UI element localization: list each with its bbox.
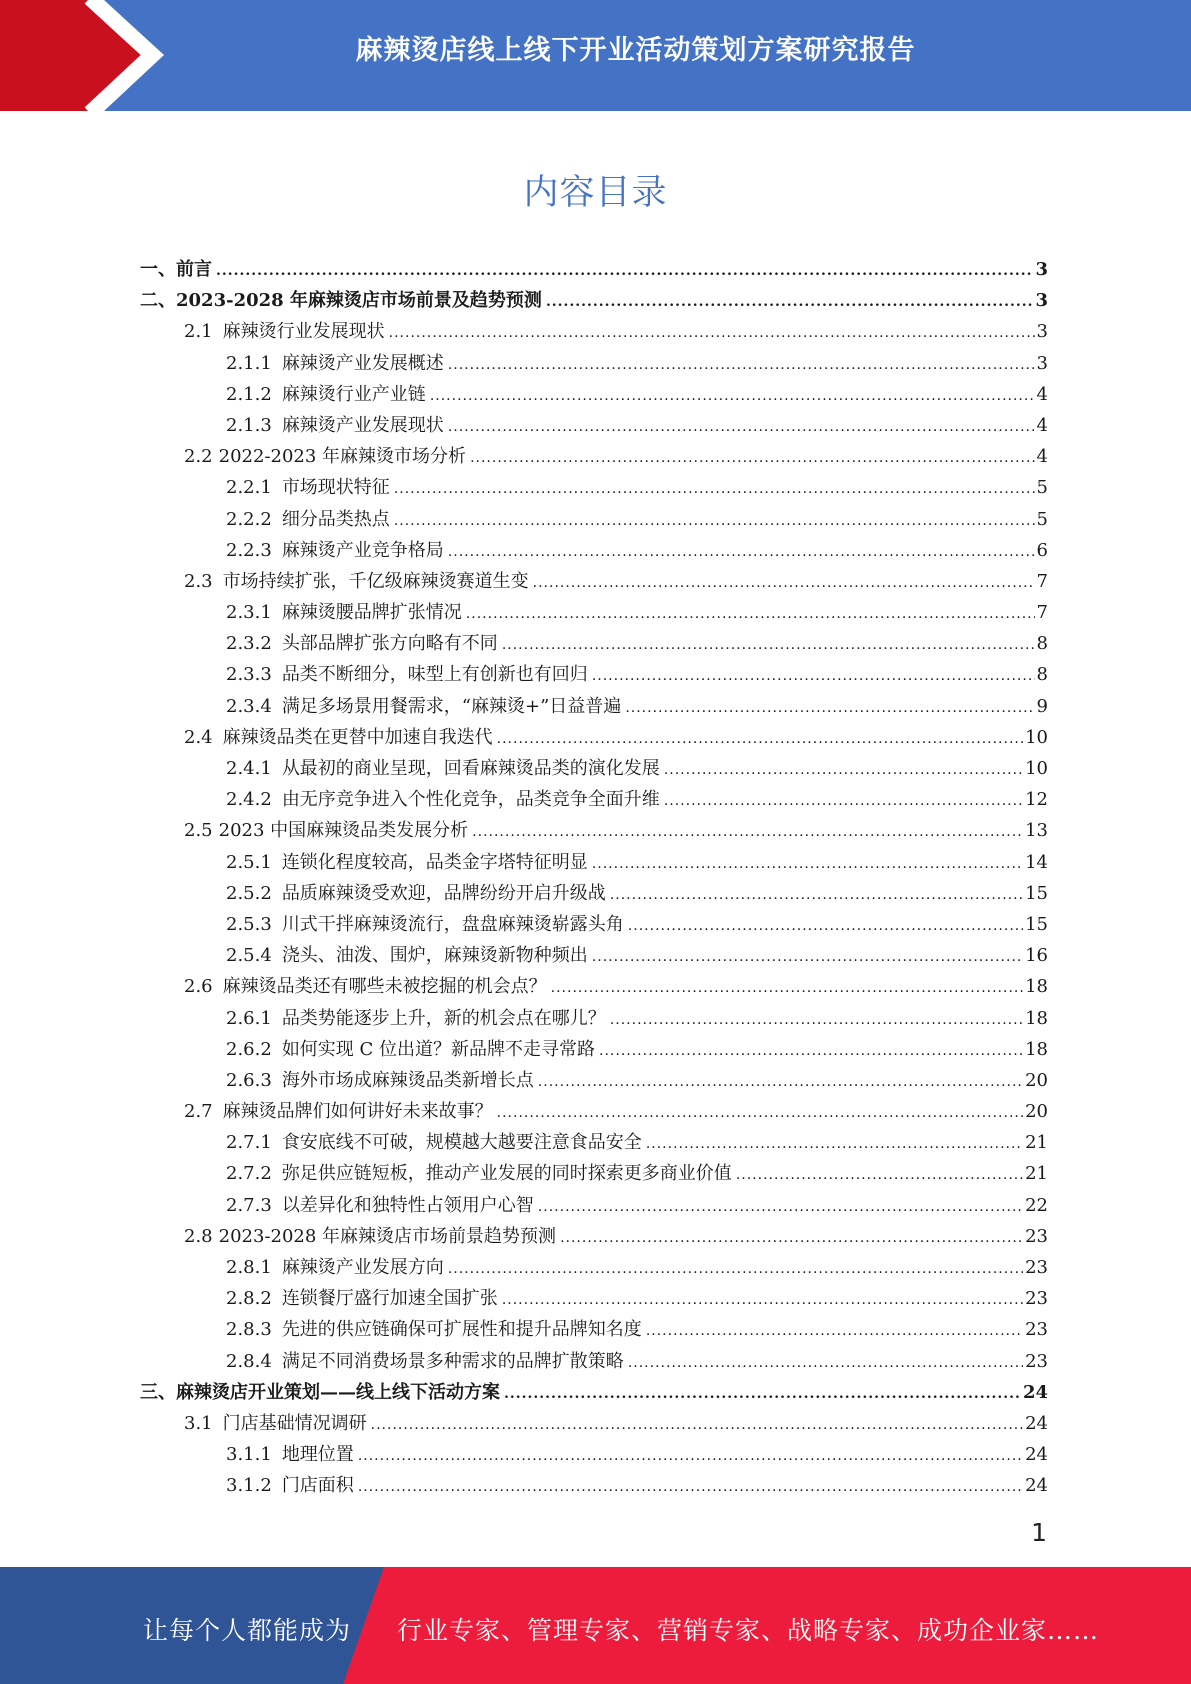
toc-leader-dots: [628, 911, 1023, 942]
toc-leader-dots: [551, 973, 1023, 1004]
toc-entry[interactable]: [140, 1190, 1048, 1221]
toc-entry-number: 三、: [140, 1381, 176, 1403]
toc-leader-dots: [371, 1410, 1023, 1441]
toc-leader-dots: [628, 1348, 1023, 1379]
toc-entry-number: 2.2: [184, 446, 213, 468]
toc-entry-title: 2023 中国麻辣烫品类发展分析: [218, 820, 469, 842]
toc-leader-dots: [448, 412, 1035, 443]
toc-entry-number: 2.1: [184, 321, 213, 343]
toc-leader-dots: [472, 817, 1023, 848]
toc-entry-title: 2023-2028 年麻辣烫店市场前景趋势预测: [218, 1225, 557, 1247]
toc-leader-dots: [430, 381, 1035, 412]
toc-entry-title: 先进的供应链确保可扩展性和提升品牌知名度: [281, 1319, 642, 1341]
toc-entry-number: 2.3.3: [226, 664, 272, 686]
toc-entry-title: 连锁化程度较高，品类金字塔特征明显: [281, 851, 588, 873]
toc-entry-number: 2.3.4: [226, 695, 272, 717]
toc-entry-number: 2.8.1: [226, 1257, 272, 1278]
toc-entry-title: 满足多场景用餐需求，“麻辣烫+”日益普遍: [281, 695, 622, 717]
toc-leader-dots: [448, 537, 1035, 568]
toc-entry-title: 2023-2028 年麻辣烫店市场前景及趋势预测: [176, 290, 542, 312]
toc-entry-page: 14: [1025, 851, 1048, 873]
toc-entry[interactable]: [140, 1221, 1048, 1252]
toc-entry-title: 川式干拌麻辣烫流行，盘盘麻辣烫崭露头角: [281, 913, 624, 935]
toc-leader-dots: [389, 318, 1035, 349]
toc-entry[interactable]: [140, 535, 1048, 566]
toc-entry-page: 20: [1025, 1101, 1048, 1123]
toc-entry[interactable]: [140, 1283, 1048, 1314]
toc-entry-number: 2.7.3: [226, 1194, 272, 1216]
toc-entry[interactable]: [140, 504, 1048, 535]
toc-entry-page: 24: [1025, 1412, 1048, 1434]
toc-leader-dots: [448, 1254, 1023, 1285]
page-number: 1: [1031, 1518, 1047, 1547]
toc-entry-page: 10: [1025, 758, 1048, 779]
toc-entry[interactable]: [140, 1346, 1048, 1377]
toc-entry[interactable]: [140, 285, 1048, 316]
toc-entry-number: 3.1.2: [226, 1475, 272, 1497]
toc-entry-number: 2.8: [184, 1225, 213, 1247]
toc-entry-page: 24: [1025, 1475, 1048, 1497]
toc-entry-page: 4: [1036, 383, 1048, 405]
toc-entry[interactable]: [140, 659, 1048, 690]
toc-entry-title: 品质麻辣烫受欢迎，品牌纷纷开启升级战: [281, 882, 606, 904]
toc-entry-page: 3: [1035, 290, 1048, 312]
toc-entry-title: 地理位置: [281, 1444, 354, 1466]
toc-entry-title: 细分品类热点: [281, 508, 390, 530]
toc-entry-title: 麻辣烫腰品牌扩张情况: [281, 602, 462, 624]
toc-entry-page: 9: [1036, 695, 1048, 717]
toc-entry-page: 7: [1036, 602, 1048, 624]
toc-leader-dots: [533, 568, 1035, 599]
toc-entry[interactable]: [140, 597, 1048, 628]
toc-entry-title: 麻辣烫行业产业链: [281, 383, 426, 405]
toc-entry-number: 2.6: [184, 976, 213, 998]
toc-leader-dots: [504, 1379, 1021, 1410]
toc-entry-page: 20: [1025, 1069, 1048, 1091]
toc-entry[interactable]: [140, 472, 1048, 503]
toc-leader-dots: [599, 1036, 1023, 1067]
toc-entry-number: 2.3.2: [226, 633, 272, 655]
toc-leader-dots: [538, 1192, 1023, 1223]
toc-leader-dots: [646, 1129, 1023, 1160]
toc-entry-number: 2.6.3: [226, 1069, 272, 1091]
toc-entry-title: 以差异化和独特性占领用户心智: [281, 1194, 534, 1216]
toc-entry-page: 13: [1025, 820, 1048, 842]
toc-leader-dots: [358, 1441, 1023, 1472]
toc-entry-number: 2.1.2: [226, 383, 272, 405]
toc-entry-number: 2.6.1: [226, 1007, 272, 1029]
toc-entry-title: 麻辣烫品牌们如何讲好未来故事？: [222, 1101, 493, 1123]
toc-entry-number: 一、: [140, 259, 176, 280]
toc-leader-dots: [394, 506, 1035, 537]
toc-entry[interactable]: [140, 784, 1048, 815]
toc-entry-title: 麻辣烫品类还有哪些未被挖掘的机会点？: [222, 976, 547, 998]
toc-entry-title: 海外市场成麻辣烫品类新增长点: [281, 1069, 534, 1091]
toc-entry-number: 2.7: [184, 1101, 213, 1123]
toc-entry-title: 前言: [176, 259, 212, 280]
toc-entry[interactable]: [140, 1127, 1048, 1158]
toc-entry-page: 22: [1025, 1194, 1048, 1216]
toc-leader-dots: [592, 849, 1023, 880]
toc-entry-title: 由无序竞争进入个性化竞争，品类竞争全面升维: [281, 789, 660, 811]
toc-entry-page: 4: [1036, 446, 1048, 468]
toc-entry-number: 二、: [140, 290, 176, 312]
toc-entry[interactable]: [140, 1096, 1048, 1127]
toc-entry-page: 23: [1025, 1257, 1048, 1278]
toc-entry-page: 23: [1025, 1319, 1048, 1341]
toc-entry-number: 3.1: [184, 1412, 213, 1434]
toc-leader-dots: [736, 1160, 1023, 1191]
toc-entry-title: 麻辣烫店开业策划——线上线下活动方案: [176, 1381, 500, 1403]
toc-entry-page: 3: [1035, 259, 1048, 280]
toc-entry[interactable]: [140, 878, 1048, 909]
toc-entry-page: 15: [1025, 882, 1048, 904]
toc-entry-number: 2.7.2: [226, 1163, 272, 1185]
toc-entry[interactable]: [140, 410, 1048, 441]
toc-entry-number: 2.4: [184, 726, 213, 748]
toc-leader-dots: [538, 1067, 1023, 1098]
toc-entry-page: 5: [1036, 477, 1048, 499]
toc-entry-page: 5: [1036, 508, 1048, 530]
toc-leader-dots: [610, 880, 1023, 911]
toc-leader-dots: [546, 287, 1034, 318]
toc-entry-page: 12: [1025, 789, 1048, 811]
toc-entry[interactable]: [140, 1408, 1048, 1439]
toc-entry-number: 2.3: [184, 570, 213, 592]
toc-entry-title: 麻辣烫品类在更替中加速自我迭代: [222, 726, 493, 748]
toc-leader-dots: [470, 443, 1034, 474]
toc-entry-number: 2.1.3: [226, 414, 272, 436]
toc-entry[interactable]: [140, 1439, 1048, 1470]
toc-entry-number: 2.8.2: [226, 1288, 272, 1310]
toc-entry-page: 8: [1036, 664, 1048, 686]
toc-entry-page: 24: [1022, 1381, 1048, 1403]
toc-entry[interactable]: [140, 815, 1048, 846]
toc-entry[interactable]: [140, 566, 1048, 597]
toc-entry-title: 门店基础情况调研: [222, 1412, 367, 1434]
toc-entry-page: 18: [1025, 1038, 1048, 1060]
toc-entry[interactable]: [140, 1377, 1048, 1408]
toc-leader-dots: [560, 1223, 1023, 1254]
toc-entry-number: 2.8.4: [226, 1350, 272, 1372]
toc-leader-dots: [502, 630, 1035, 661]
toc-entry-title: 浇头、油泼、围炉，麻辣烫新物种频出: [281, 945, 588, 967]
toc-heading: 内容目录: [523, 173, 668, 213]
toc-entry-number: 2.5: [184, 820, 213, 842]
toc-entry[interactable]: [140, 971, 1048, 1002]
toc-entry-page: 10: [1025, 726, 1048, 748]
toc-leader-dots: [502, 1285, 1023, 1316]
toc-entry-page: 23: [1025, 1225, 1048, 1247]
toc-leader-dots: [497, 724, 1023, 755]
toc-entry-title: 麻辣烫产业竞争格局: [281, 539, 444, 561]
toc-entry-page: 21: [1025, 1132, 1048, 1154]
toc-leader-dots: [664, 755, 1023, 786]
toc-entry[interactable]: [140, 1003, 1048, 1034]
toc-entry-title: 麻辣烫产业发展方向: [281, 1257, 444, 1278]
toc-entry-page: 3: [1036, 321, 1048, 343]
toc-leader-dots: [466, 599, 1035, 630]
toc-entry-number: 2.4.2: [226, 789, 272, 811]
toc-entry-number: 2.1.1: [226, 352, 272, 374]
toc-entry[interactable]: [140, 441, 1048, 472]
toc-entry-number: 2.5.1: [226, 851, 272, 873]
toc-entry-title: 门店面积: [281, 1475, 354, 1497]
footer-roles: 行业专家、管理专家、营销专家、战略专家、成功企业家……: [397, 1616, 1100, 1645]
toc-entry-number: 2.2.3: [226, 539, 272, 561]
toc-leader-dots: [610, 1005, 1023, 1036]
toc-entry-number: 2.7.1: [226, 1132, 272, 1154]
toc-entry-title: 市场现状特征: [281, 477, 390, 499]
page-header: [0, 0, 1191, 111]
toc-entry-page: 3: [1036, 352, 1048, 374]
toc-entry-page: 23: [1025, 1288, 1048, 1310]
toc-entry-number: 2.8.3: [226, 1319, 272, 1341]
toc-entry[interactable]: [140, 940, 1048, 971]
toc-entry-number: 2.6.2: [226, 1038, 272, 1060]
toc-entry-number: 2.2.1: [226, 477, 272, 499]
toc-entry-title: 如何实现 C 位出道？新品牌不走寻常路: [281, 1038, 596, 1060]
toc-leader-dots: [394, 474, 1035, 505]
toc-leader-dots: [216, 256, 1033, 287]
toc-leader-dots: [664, 786, 1023, 817]
toc-entry[interactable]: [140, 1314, 1048, 1345]
toc-entry[interactable]: [140, 1065, 1048, 1096]
toc-entry-title: 麻辣烫行业发展现状: [222, 321, 385, 343]
toc-entry[interactable]: [140, 722, 1048, 753]
table-of-contents: [140, 254, 1048, 1502]
toc-entry[interactable]: [140, 691, 1048, 722]
toc-entry[interactable]: [140, 316, 1048, 347]
toc-entry-page: 16: [1025, 945, 1048, 967]
toc-leader-dots: [646, 1316, 1023, 1347]
toc-entry[interactable]: [140, 348, 1048, 379]
toc-leader-dots: [592, 942, 1023, 973]
toc-entry-number: 2.5.4: [226, 945, 272, 967]
toc-leader-dots: [625, 693, 1034, 724]
toc-entry-title: 食安底线不可破，规模越大越要注意食品安全: [281, 1132, 642, 1154]
page-footer: [0, 1567, 1191, 1684]
toc-entry-page: 18: [1025, 1007, 1048, 1029]
toc-entry-number: 3.1.1: [226, 1444, 272, 1466]
toc-entry[interactable]: [140, 254, 1048, 285]
toc-entry-page: 21: [1025, 1163, 1048, 1185]
toc-entry-page: 23: [1025, 1350, 1048, 1372]
toc-entry-title: 连锁餐厅盛行加速全国扩张: [281, 1288, 498, 1310]
toc-entry-title: 弥足供应链短板，推动产业发展的同时探索更多商业价值: [281, 1163, 732, 1185]
toc-leader-dots: [592, 661, 1035, 692]
toc-entry-page: 24: [1025, 1444, 1048, 1466]
toc-entry-title: 市场持续扩张，千亿级麻辣烫赛道生变: [222, 570, 529, 592]
header-title: 麻辣烫店线上线下开业活动策划方案研究报告: [355, 35, 916, 66]
toc-entry-page: 4: [1036, 414, 1048, 436]
toc-leader-dots: [497, 1098, 1023, 1129]
toc-entry-page: 6: [1036, 539, 1048, 561]
toc-entry-number: 2.2.2: [226, 508, 272, 530]
toc-leader-dots: [448, 350, 1035, 381]
toc-entry[interactable]: [140, 628, 1048, 659]
toc-entry[interactable]: [140, 1470, 1048, 1501]
toc-entry-title: 从最初的商业呈现，回看麻辣烫品类的演化发展: [281, 758, 660, 779]
toc-entry-number: 2.4.1: [226, 758, 272, 779]
toc-entry-title: 麻辣烫产业发展概述: [281, 352, 444, 374]
toc-entry-page: 18: [1025, 976, 1048, 998]
toc-entry[interactable]: [140, 1158, 1048, 1189]
toc-entry-number: 2.3.1: [226, 602, 272, 624]
toc-entry-page: 7: [1036, 570, 1048, 592]
toc-entry-page: 8: [1036, 633, 1048, 655]
toc-entry-title: 麻辣烫产业发展现状: [281, 414, 444, 436]
toc-entry-number: 2.5.3: [226, 913, 272, 935]
toc-entry[interactable]: [140, 1034, 1048, 1065]
toc-entry[interactable]: [140, 379, 1048, 410]
toc-leader-dots: [358, 1472, 1023, 1503]
toc-entry-page: 15: [1025, 913, 1048, 935]
footer-slogan: 让每个人都能成为: [143, 1616, 352, 1645]
toc-entry[interactable]: [140, 1252, 1048, 1283]
toc-entry[interactable]: [140, 753, 1048, 784]
toc-entry-title: 品类势能逐步上升，新的机会点在哪儿？: [281, 1007, 606, 1029]
toc-entry-title: 头部品牌扩张方向略有不同: [281, 633, 498, 655]
toc-entry-title: 满足不同消费场景多种需求的品牌扩散策略: [281, 1350, 624, 1372]
toc-entry-title: 品类不断细分，味型上有创新也有回归: [281, 664, 588, 686]
toc-entry-number: 2.5.2: [226, 882, 272, 904]
toc-entry[interactable]: [140, 909, 1048, 940]
toc-entry-title: 2022-2023 年麻辣烫市场分析: [218, 446, 467, 468]
toc-entry[interactable]: [140, 847, 1048, 878]
